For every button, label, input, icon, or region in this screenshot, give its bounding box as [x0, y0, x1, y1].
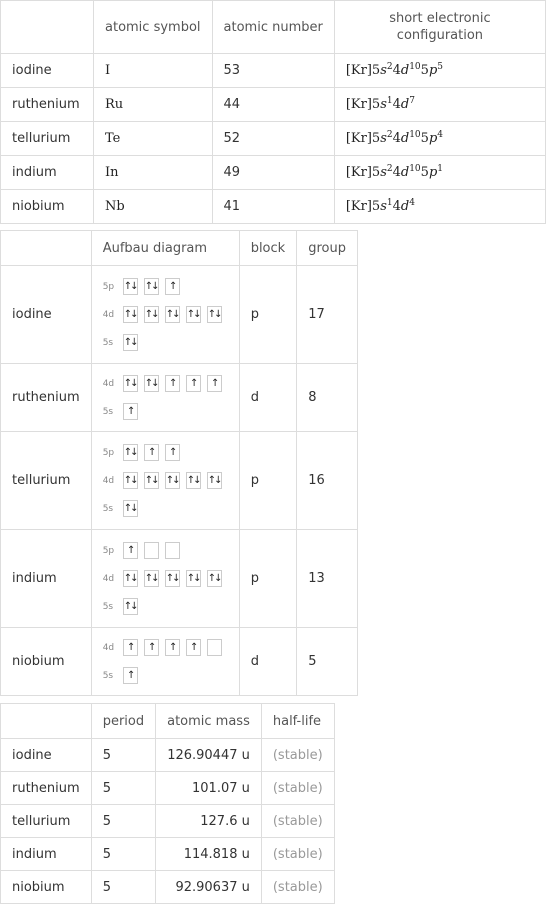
- orbital-box-empty: [165, 542, 180, 559]
- electronic-config: $[Kr]5s^14d^4$: [334, 190, 545, 224]
- orbital-box-single: ↑: [123, 667, 138, 684]
- orbital-box-single: ↑: [144, 639, 159, 656]
- orbital-box-paired: ↑↓: [123, 334, 138, 351]
- table-row: [1, 530, 358, 628]
- row-label: niobium: [1, 628, 92, 696]
- electronic-config: $[Kr]5s^24d^{10}5p^5$: [334, 54, 545, 88]
- table-row: [1, 805, 335, 838]
- aufbau-diagram: [91, 530, 239, 628]
- half-life-value: (stable): [261, 772, 334, 805]
- orbital-label: 5s: [102, 406, 114, 417]
- orbital-box-paired: ↑↓: [144, 570, 159, 587]
- table-row: [1, 156, 546, 190]
- atomic-symbol: Te: [94, 122, 213, 156]
- orbital-label: 5p: [102, 545, 115, 556]
- row-label: niobium: [1, 190, 94, 224]
- table-row: [1, 739, 335, 772]
- table-row: [1, 364, 358, 432]
- element-properties-table: [0, 0, 546, 224]
- row-label: ruthenium: [1, 772, 92, 805]
- orbital-row-5s: [103, 498, 228, 520]
- aufbau-diagram: [91, 364, 239, 432]
- orbital-box-single: ↑: [144, 444, 159, 461]
- orbital-row-5s: [103, 665, 228, 687]
- table-row: [1, 190, 546, 224]
- orbital-box-paired: ↑↓: [144, 306, 159, 323]
- orbital-label: 4d: [102, 475, 115, 486]
- orbital-box-paired: ↑↓: [123, 444, 138, 461]
- orbital-box-single: ↑: [123, 542, 138, 559]
- orbital-box-paired: ↑↓: [123, 570, 138, 587]
- table-row: [1, 54, 546, 88]
- period-value: 5: [91, 805, 155, 838]
- config-header-line2: configuration: [396, 28, 484, 43]
- orbital-box-paired: ↑↓: [123, 375, 138, 392]
- atomic-mass-value: 101.07 u: [156, 772, 262, 805]
- table-row: [1, 838, 335, 871]
- orbital-box-paired: ↑↓: [186, 472, 201, 489]
- orbital-box-paired: ↑↓: [165, 306, 180, 323]
- orbital-box-empty: [144, 542, 159, 559]
- mass-table: [0, 703, 335, 904]
- orbital-box-single: ↑: [165, 639, 180, 656]
- half-life-value: (stable): [261, 805, 334, 838]
- col-header-block: block: [239, 231, 297, 266]
- orbital-row-4d: [103, 637, 228, 659]
- orbital-label: 5s: [102, 503, 114, 514]
- orbital-label: 4d: [102, 573, 115, 584]
- orbital-label: 4d: [102, 309, 115, 320]
- orbital-label: 5s: [102, 337, 114, 348]
- atomic-number: 49: [212, 156, 334, 190]
- orbital-box-paired: ↑↓: [123, 598, 138, 615]
- orbital-box-paired: ↑↓: [123, 472, 138, 489]
- orbital-row-5p: [103, 442, 228, 464]
- orbital-label: 5p: [102, 447, 115, 458]
- group-value: 8: [297, 364, 358, 432]
- electronic-config: $[Kr]5s^24d^{10}5p^4$: [334, 122, 545, 156]
- table-row: [1, 628, 358, 696]
- orbital-row-5s: [103, 596, 228, 618]
- atomic-mass-value: 127.6 u: [156, 805, 262, 838]
- block-value: p: [239, 266, 297, 364]
- orbital-box-single: ↑: [165, 278, 180, 295]
- table-header-row: [1, 704, 335, 739]
- orbital-row-4d: [103, 470, 228, 492]
- col-header-atomic-mass: atomic mass: [156, 704, 262, 739]
- col-header-atomic-number: atomic number: [212, 1, 334, 54]
- orbital-box-paired: ↑↓: [123, 500, 138, 517]
- orbital-row-5s: [103, 401, 228, 423]
- electronic-config: $[Kr]5s^14d^7$: [334, 88, 545, 122]
- orbital-box-empty: [207, 639, 222, 656]
- table-row: [1, 122, 546, 156]
- row-label: indium: [1, 156, 94, 190]
- corner-cell: [1, 1, 94, 54]
- orbital-row-4d: [103, 304, 228, 326]
- orbital-row-5s: [103, 332, 228, 354]
- row-label: iodine: [1, 54, 94, 88]
- aufbau-table: [0, 230, 358, 696]
- orbital-box-paired: ↑↓: [144, 472, 159, 489]
- block-value: p: [239, 530, 297, 628]
- atomic-number: 41: [212, 190, 334, 224]
- orbital-row-5p: [103, 540, 228, 562]
- col-header-half-life: half-life: [261, 704, 334, 739]
- corner-cell: [1, 704, 92, 739]
- atomic-mass-value: 126.90447 u: [156, 739, 262, 772]
- table-header-row: [1, 231, 358, 266]
- table-row: [1, 772, 335, 805]
- period-value: 5: [91, 838, 155, 871]
- atomic-mass-value: 114.818 u: [156, 838, 262, 871]
- config-header-line1: short electronic: [389, 11, 491, 26]
- table-row: [1, 266, 358, 364]
- period-value: 5: [91, 772, 155, 805]
- half-life-value: (stable): [261, 838, 334, 871]
- row-label: ruthenium: [1, 364, 92, 432]
- atomic-mass-value: 92.90637 u: [156, 871, 262, 904]
- row-label: ruthenium: [1, 88, 94, 122]
- table-row: [1, 871, 335, 904]
- orbital-box-single: ↑: [186, 375, 201, 392]
- orbital-box-single: ↑: [123, 639, 138, 656]
- atomic-number: 44: [212, 88, 334, 122]
- table-row: [1, 432, 358, 530]
- orbital-box-paired: ↑↓: [123, 306, 138, 323]
- row-label: tellurium: [1, 432, 92, 530]
- period-value: 5: [91, 871, 155, 904]
- orbital-box-paired: ↑↓: [144, 375, 159, 392]
- orbital-box-paired: ↑↓: [207, 472, 222, 489]
- atomic-symbol: Nb: [94, 190, 213, 224]
- atomic-symbol: I: [94, 54, 213, 88]
- orbital-box-single: ↑: [165, 444, 180, 461]
- group-value: 16: [297, 432, 358, 530]
- orbital-box-single: ↑: [123, 403, 138, 420]
- orbital-row-5p: [103, 276, 228, 298]
- row-label: iodine: [1, 266, 92, 364]
- orbital-label: 4d: [102, 642, 115, 653]
- row-label: tellurium: [1, 805, 92, 838]
- table-header-row: [1, 1, 546, 54]
- orbital-box-paired: ↑↓: [144, 278, 159, 295]
- row-label: iodine: [1, 739, 92, 772]
- group-value: 5: [297, 628, 358, 696]
- orbital-box-paired: ↑↓: [186, 306, 201, 323]
- aufbau-diagram: [91, 628, 239, 696]
- col-header-period: period: [91, 704, 155, 739]
- table-row: [1, 88, 546, 122]
- orbital-row-4d: [103, 373, 228, 395]
- col-header-group: group: [297, 231, 358, 266]
- orbital-label: 4d: [102, 378, 115, 389]
- orbital-label: 5s: [102, 601, 114, 612]
- half-life-value: (stable): [261, 739, 334, 772]
- orbital-box-single: ↑: [186, 639, 201, 656]
- aufbau-diagram: [91, 432, 239, 530]
- orbital-box-single: ↑: [207, 375, 222, 392]
- col-header-electronic-config: [334, 1, 545, 54]
- row-label: tellurium: [1, 122, 94, 156]
- group-value: 17: [297, 266, 358, 364]
- half-life-value: (stable): [261, 871, 334, 904]
- block-value: d: [239, 628, 297, 696]
- col-header-atomic-symbol: atomic symbol: [94, 1, 213, 54]
- corner-cell: [1, 231, 92, 266]
- atomic-symbol: In: [94, 156, 213, 190]
- atomic-number: 53: [212, 54, 334, 88]
- atomic-symbol: Ru: [94, 88, 213, 122]
- block-value: p: [239, 432, 297, 530]
- orbital-box-paired: ↑↓: [123, 278, 138, 295]
- orbital-label: 5p: [102, 281, 115, 292]
- orbital-row-4d: [103, 568, 228, 590]
- orbital-box-paired: ↑↓: [165, 570, 180, 587]
- col-header-aufbau-diagram: Aufbau diagram: [91, 231, 239, 266]
- row-label: indium: [1, 838, 92, 871]
- orbital-box-paired: ↑↓: [186, 570, 201, 587]
- period-value: 5: [91, 739, 155, 772]
- orbital-box-paired: ↑↓: [165, 472, 180, 489]
- electronic-config: $[Kr]5s^24d^{10}5p^1$: [334, 156, 545, 190]
- orbital-box-single: ↑: [165, 375, 180, 392]
- row-label: indium: [1, 530, 92, 628]
- orbital-box-paired: ↑↓: [207, 570, 222, 587]
- row-label: niobium: [1, 871, 92, 904]
- block-value: d: [239, 364, 297, 432]
- atomic-number: 52: [212, 122, 334, 156]
- orbital-label: 5s: [102, 670, 114, 681]
- group-value: 13: [297, 530, 358, 628]
- orbital-box-paired: ↑↓: [207, 306, 222, 323]
- aufbau-diagram: [91, 266, 239, 364]
